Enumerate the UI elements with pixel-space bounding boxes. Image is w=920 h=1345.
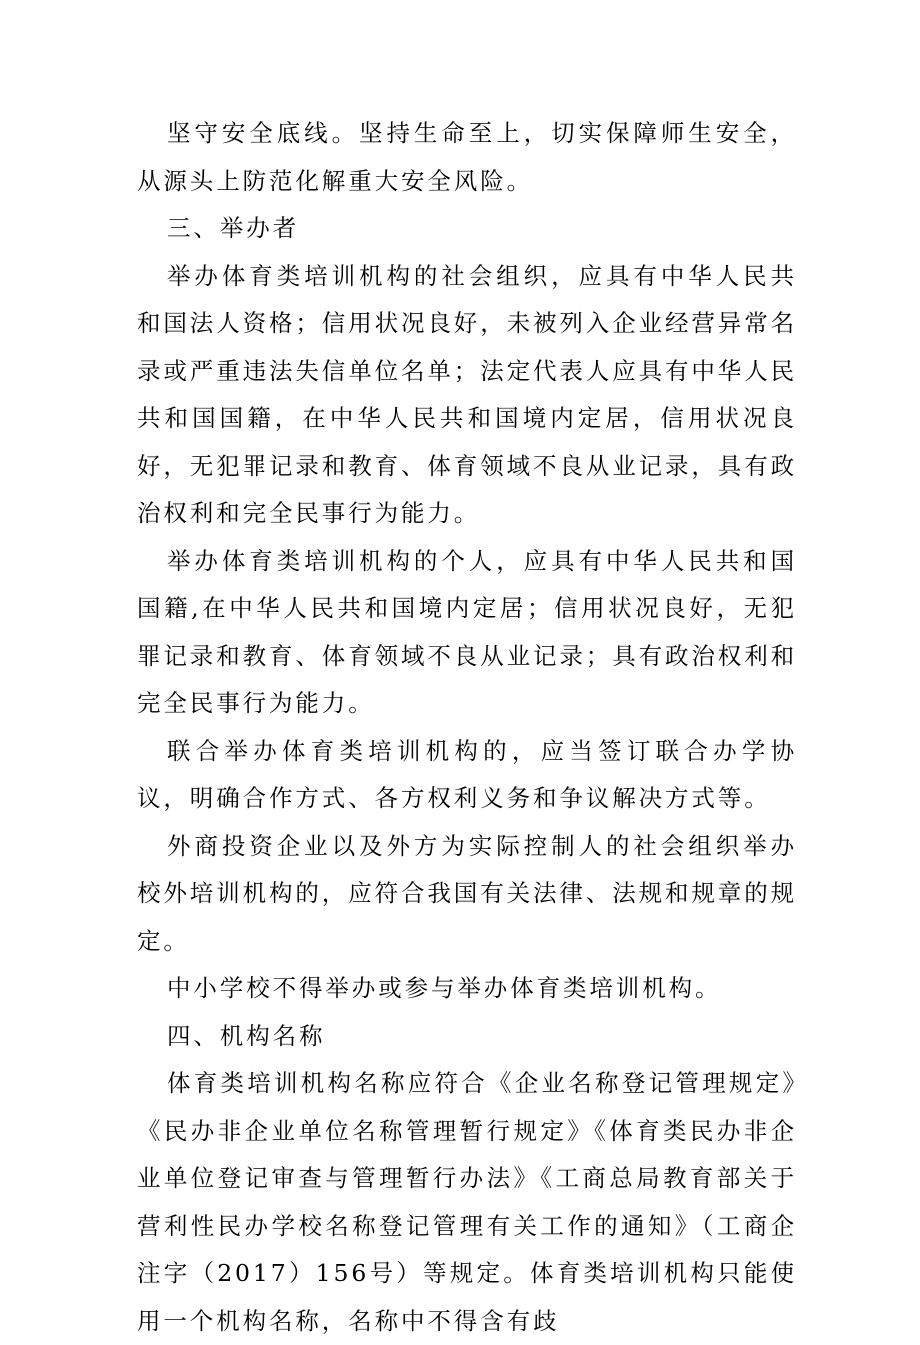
paragraph-safety-bottom-line: 坚守安全底线。坚持生命至上，切实保障师生安全，从源头上防范化解重大安全风险。 bbox=[137, 119, 797, 195]
paragraph-schools-prohibited: 中小学校不得举办或参与举办体育类培训机构。 bbox=[167, 974, 722, 1002]
paragraph-joint-organizer: 联合举办体育类培训机构的，应当签订联合办学协议，明确合作方式、各方权利义务和争议解决方式等。 bbox=[137, 736, 797, 812]
paragraph-naming-rules: 体育类培训机构名称应符合《企业名称登记管理规定》《民办非企业单位名称管理暂行规定》《体育类民办非企业单位登记审查与管理暂行办法》《工商总局教育部关于营利性民办学校名称登记管理有关工作的通知》（工商企注字（2017）156号）等规定。体育类培训机构只能使用一个机构名称，名称中不得含有歧 bbox=[137, 1069, 797, 1335]
paragraph-individual-organizer: 举办体育类培训机构的个人，应具有中华人民共和国国籍,在中华人民共和国境内定居；信用状况良好，无犯罪记录和教育、体育领域不良从业记录；具有政治权利和完全民事行为能力。 bbox=[137, 546, 797, 717]
paragraph-foreign-investment: 外商投资企业以及外方为实际控制人的社会组织举办校外培训机构的，应符合我国有关法律、法规和规章的规定。 bbox=[137, 831, 797, 955]
section-heading-organizer: 三、举办者 bbox=[167, 214, 299, 242]
section-heading-institution-name: 四、机构名称 bbox=[167, 1021, 326, 1050]
document-body bbox=[137, 110, 797, 1345]
paragraph-social-organization-organizer: 举办体育类培训机构的社会组织，应具有中华人民共和国法人资格；信用状况良好，未被列入企业经营异常名录或严重违法失信单位名单；法定代表人应具有中华人民共和国国籍，在中华人民共和国境内定居，信用状况良好，无犯罪记录和教育、体育领域不良从业记录，具有政治权利和完全民事行为能力。 bbox=[137, 261, 797, 527]
